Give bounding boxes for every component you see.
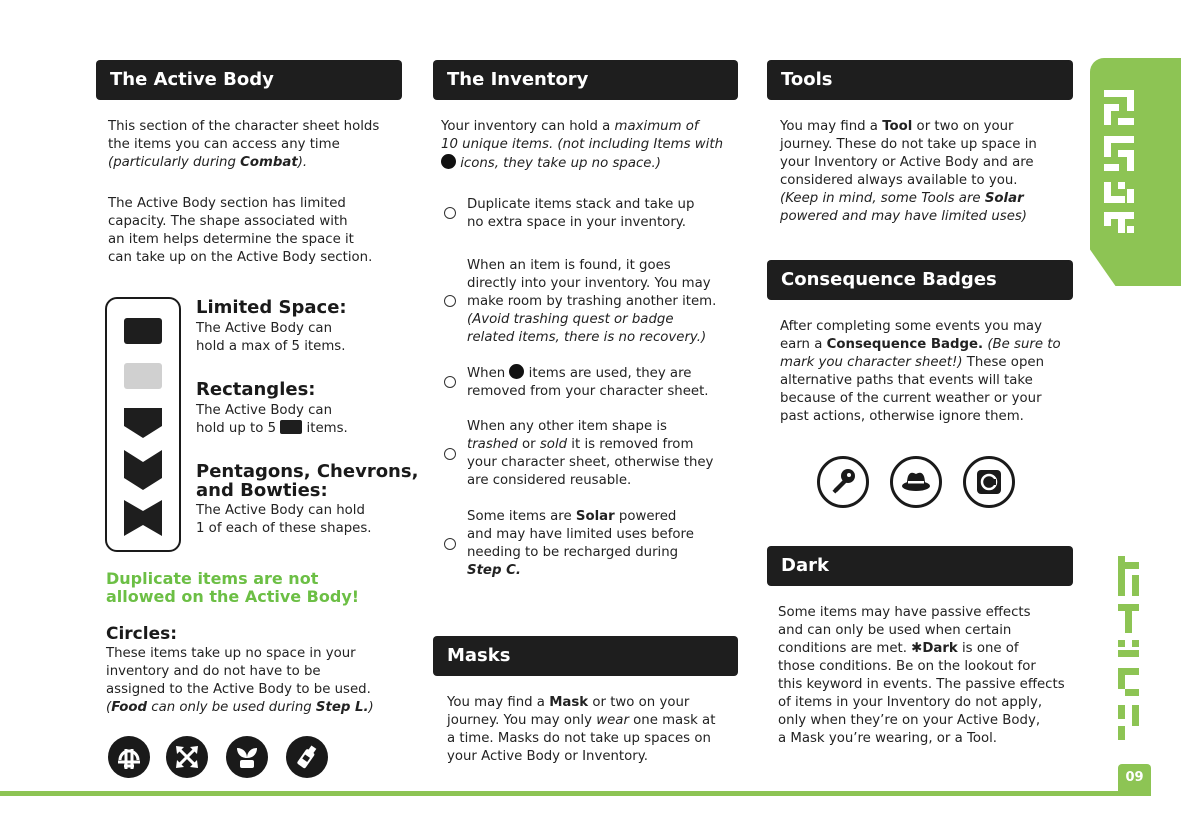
- masks-header: Masks: [433, 636, 738, 676]
- text-line: [467, 508, 737, 526]
- inventory-bullet-2: [467, 257, 737, 347]
- text-span: one mask at: [628, 713, 716, 728]
- text-line: related items, there is no recovery.): [467, 330, 707, 345]
- page-number: 09: [1118, 764, 1151, 792]
- text-italic: sold: [539, 437, 568, 452]
- text-italic: (Be sure to: [983, 337, 1061, 352]
- bullet-circle-icon: [444, 448, 456, 460]
- pentagons-text: [196, 502, 406, 538]
- text-line: (Avoid trashing quest or badge: [467, 312, 674, 327]
- pentagons-title: [196, 462, 418, 500]
- text-line: journey. These do not take up space in: [780, 137, 1037, 152]
- dark-header: Dark: [767, 546, 1073, 586]
- text-line: The Active Body can hold: [196, 503, 365, 518]
- rectangles-text: [196, 402, 406, 438]
- text-line: of items in your Inventory do not apply,: [778, 695, 1043, 710]
- text-line: past actions, otherwise ignore them.: [780, 409, 1024, 424]
- text-span: or two on your: [588, 695, 690, 710]
- text-line: a time. Masks do not take up spaces on: [447, 731, 711, 746]
- text-line: After completing some events you may: [780, 319, 1042, 334]
- text-line: The Active Body can: [196, 403, 332, 418]
- text-span: You may find a: [780, 119, 883, 134]
- rectangle-dark-icon: [124, 318, 162, 344]
- text-line: Duplicate items stack and take up: [467, 197, 695, 212]
- text-line: inventory and do not have to be: [106, 664, 321, 679]
- text-line: considered always available to you.: [780, 173, 1018, 188]
- consequence-badge-keyword: Consequence Badge.: [826, 337, 984, 352]
- text-italic: maximum of: [614, 119, 699, 134]
- tool-keyword: Tool: [882, 119, 913, 134]
- consequence-text: [780, 318, 1075, 426]
- chevron-icon: [124, 450, 162, 490]
- text-span: or two on your: [912, 119, 1014, 134]
- text-span: powered: [614, 509, 677, 524]
- text-italic: mark you character sheet!): [780, 355, 963, 370]
- text-line: no extra space in your inventory.: [467, 215, 686, 230]
- rectangles-title: Rectangles:: [196, 379, 316, 400]
- text-line: When an item is found, it goes: [467, 258, 671, 273]
- dark-keyword: Dark: [922, 641, 958, 656]
- text-line: [780, 190, 1075, 208]
- text-line: [447, 694, 737, 712]
- inventory-bullet-3: [467, 364, 737, 401]
- active-body-intro: [108, 118, 408, 172]
- text-line: and can only be used when certain: [778, 623, 1012, 638]
- text-line: [467, 436, 737, 454]
- masks-text: [447, 694, 737, 766]
- text-line: [778, 640, 1078, 658]
- text-italic: can only be used during: [147, 700, 316, 715]
- text-italic: (particularly during: [108, 155, 241, 170]
- text-line: [780, 336, 1075, 354]
- rectangle-inline-icon: [280, 420, 302, 434]
- text-italic: (: [106, 700, 112, 715]
- mask-keyword: Mask: [549, 695, 589, 710]
- warning-line: allowed on the Active Body!: [106, 587, 360, 606]
- text-line: make room by trashing another item.: [467, 294, 717, 309]
- pentagon-icon: [124, 408, 162, 438]
- combat-keyword: Combat: [240, 155, 298, 170]
- text-span: items.: [306, 421, 348, 436]
- text-line: These items take up no space in your: [106, 646, 356, 661]
- circles-title: Circles:: [106, 624, 178, 644]
- text-span: Your inventory can hold a: [441, 119, 615, 134]
- text-line: alternative paths that events will take: [780, 373, 1033, 388]
- text-line: needing to be recharged during: [467, 545, 679, 560]
- key-badge-icon: [817, 456, 869, 508]
- circle-item-icon: [509, 364, 524, 379]
- text-line: [467, 364, 737, 383]
- bowtie-icon: [124, 500, 162, 536]
- inventory-bullet-5: [467, 508, 737, 580]
- step-keyword: Step L.: [315, 700, 369, 715]
- text-line: a Mask you’re wearing, or a Tool.: [778, 731, 998, 746]
- circles-text: [106, 645, 411, 717]
- step-keyword: Step C.: [467, 563, 521, 578]
- text-span: icons, they take up no space.): [460, 156, 661, 171]
- limited-space-text: [196, 320, 406, 356]
- text-line: This section of the character sheet holds: [108, 119, 380, 134]
- text-span: conditions are met.: [778, 641, 912, 656]
- text-span: is one of: [957, 641, 1019, 656]
- text-line: your Inventory or Active Body and are: [780, 155, 1034, 170]
- limited-space-title: Limited Space:: [196, 297, 347, 318]
- tools-text: [780, 118, 1075, 226]
- tools-header: Tools: [767, 60, 1073, 100]
- bullet-circle-icon: [444, 295, 456, 307]
- dark-text: [778, 604, 1078, 748]
- rectangle-light-icon: [124, 363, 162, 389]
- text-line: an item helps determine the space it: [108, 232, 354, 247]
- bullet-circle-icon: [444, 207, 456, 219]
- bottle-icon: [286, 736, 328, 778]
- text-line: because of the current weather or your: [780, 391, 1042, 406]
- circle-item-icon: [441, 154, 456, 169]
- text-line: only when they’re on your Active Body,: [778, 713, 1041, 728]
- active-body-header: The Active Body: [96, 60, 402, 100]
- title-line: and Bowties:: [196, 480, 328, 501]
- inventory-header: The Inventory: [433, 60, 738, 100]
- text-line: are considered reusable.: [467, 473, 632, 488]
- text-line: [441, 118, 736, 136]
- text-line: Some items may have passive effects: [778, 605, 1031, 620]
- text-line: When any other item shape is: [467, 419, 667, 434]
- text-italic: ).: [297, 155, 308, 170]
- text-line: those conditions. Be on the lookout for: [778, 659, 1036, 674]
- text-span: earn a: [780, 337, 827, 352]
- text-line: and may have limited uses before: [467, 527, 694, 542]
- arrows-cross-icon: [166, 736, 208, 778]
- text-line: The Active Body section has limited: [108, 196, 346, 211]
- text-span: or: [517, 437, 540, 452]
- text-span: journey. You may only: [447, 713, 597, 728]
- text-span: (Keep in mind, some Tools are: [780, 191, 985, 206]
- text-line: powered and may have limited uses): [780, 209, 1027, 224]
- text-span: hold up to 5: [196, 421, 277, 436]
- sprout-icon: [226, 736, 268, 778]
- text-line: hold a max of 5 items.: [196, 339, 346, 354]
- text-span: Some items are: [467, 509, 576, 524]
- text-line: [108, 154, 408, 172]
- warning-line: Duplicate items are not: [106, 569, 319, 588]
- camera-badge-icon: [963, 456, 1015, 508]
- text-line: can take up on the Active Body section.: [108, 250, 373, 265]
- footer-rule: [0, 791, 1151, 796]
- hat-badge-icon: [890, 456, 942, 508]
- text-line: 1 of each of these shapes.: [196, 521, 372, 536]
- text-line: removed from your character sheet.: [467, 384, 709, 399]
- text-line: [780, 118, 1075, 136]
- text-span: it is removed from: [567, 437, 694, 452]
- bullet-circle-icon: [444, 538, 456, 550]
- text-line: The Active Body can: [196, 321, 332, 336]
- text-line: [441, 154, 736, 173]
- text-line: [447, 712, 737, 730]
- text-italic: wear: [596, 713, 629, 728]
- text-line: capacity. The shape associated with: [108, 214, 348, 229]
- text-span: items are used, they are: [528, 366, 692, 381]
- text-italic: trashed: [467, 437, 518, 452]
- text-line: the items you can access any time: [108, 137, 340, 152]
- solar-keyword: Solar: [984, 191, 1024, 206]
- food-keyword: Food: [111, 700, 148, 715]
- text-line: [196, 420, 406, 438]
- consequence-badges-header: Consequence Badges: [767, 260, 1073, 300]
- inventory-intro: [441, 118, 736, 173]
- text-line: directly into your inventory. You may: [467, 276, 711, 291]
- text-span: You may find a: [447, 695, 550, 710]
- active-body-capacity: [108, 195, 408, 267]
- duplicate-warning: [106, 570, 359, 606]
- text-span: These open: [962, 355, 1044, 370]
- inventory-bullet-1: [467, 196, 737, 232]
- text-line: [106, 699, 411, 717]
- title-line: Pentagons, Chevrons,: [196, 461, 419, 482]
- inventory-bullet-4: [467, 418, 737, 490]
- text-line: assigned to the Active Body to be used.: [106, 682, 371, 697]
- text-line: this keyword in events. The passive effects: [778, 677, 1065, 692]
- text-line: 10 unique items. (not including Items with: [441, 137, 724, 152]
- text-span: When: [467, 366, 506, 381]
- dark-star-icon: ✱: [911, 641, 923, 656]
- text-italic: ): [368, 700, 374, 715]
- solar-keyword: Solar: [575, 509, 615, 524]
- text-line: [780, 354, 1075, 372]
- text-line: your character sheet, otherwise they: [467, 455, 714, 470]
- text-line: your Active Body or Inventory.: [447, 749, 648, 764]
- food-dome-icon: [108, 736, 150, 778]
- bullet-circle-icon: [444, 376, 456, 388]
